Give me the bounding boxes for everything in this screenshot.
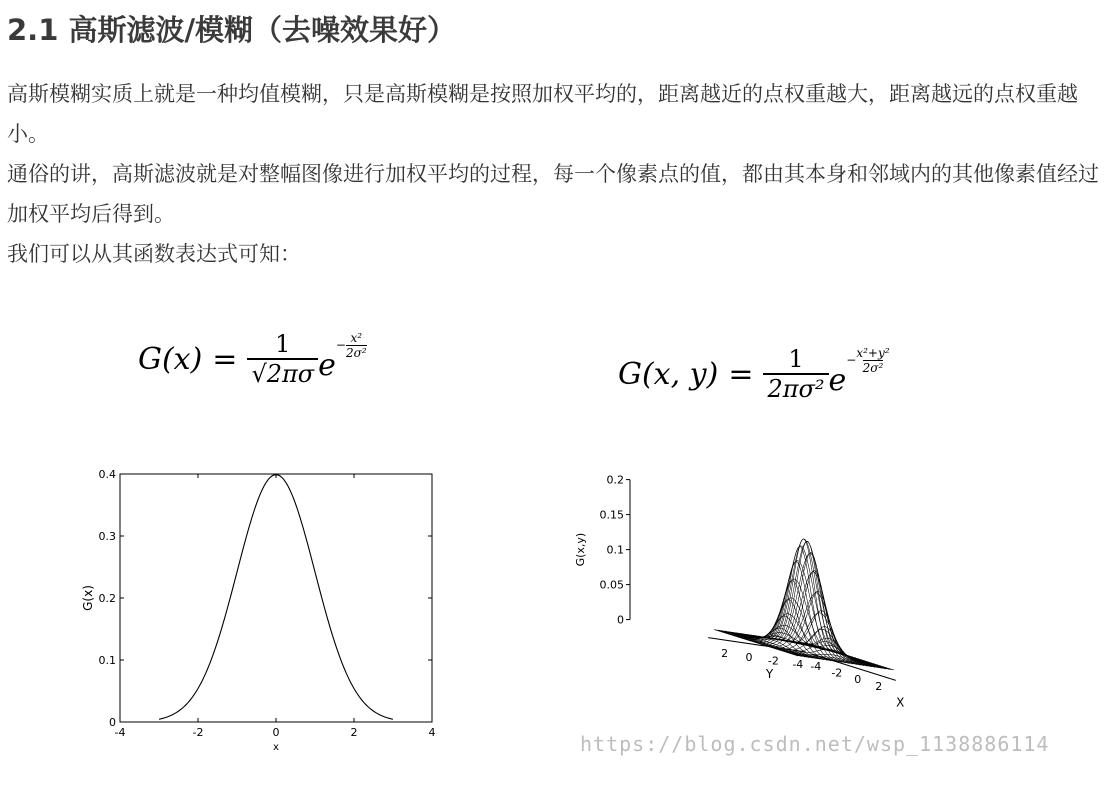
y-tick-label: 0.3: [98, 530, 116, 543]
formula-exponent: [336, 331, 367, 360]
formula-2d-gaussian: [618, 345, 890, 403]
plot-frame: [120, 474, 432, 722]
section-heading: 2.1 高斯滤波/模糊（去噪效果好）: [7, 13, 457, 47]
x-axis-label: x: [273, 742, 279, 753]
formula-lhs: G(x, y): [618, 356, 719, 392]
surface-mesh: [714, 539, 894, 670]
formula-numerator: 1: [788, 345, 804, 373]
z-tick-label: 0.2: [606, 473, 624, 487]
y-tick-label: -4: [792, 658, 804, 671]
y-tick-label: 0: [745, 650, 753, 664]
gaussian-2d-surface-chart: [570, 470, 960, 730]
y-tick-label: 0.4: [98, 468, 116, 481]
y-tick-label: 0.2: [98, 592, 116, 605]
exponent-fraction: [856, 346, 889, 375]
exponent-sign: −: [846, 353, 857, 367]
exponent-denominator: 2σ²: [862, 360, 884, 375]
formula-base: e: [828, 362, 847, 398]
gaussian-1d-chart: [70, 460, 450, 760]
exponent-sign: −: [335, 338, 346, 352]
y-tick-label: 0.1: [98, 654, 116, 667]
z-axis-label: G(x,y): [574, 532, 587, 567]
y-axis-label: Y: [765, 667, 774, 682]
x-tick-label: -4: [810, 660, 822, 673]
y-tick-label: 0: [109, 716, 116, 729]
formula-equals: =: [728, 356, 754, 392]
watermark-url: https://blog.csdn.net/wsp_1138886114: [580, 732, 1050, 756]
exponent-numerator: x²+y²: [856, 345, 890, 360]
formula-exponent: [846, 346, 889, 375]
formula-fraction: [763, 345, 828, 403]
mesh-line-y: [761, 553, 859, 659]
formula-1d-gaussian: [138, 330, 367, 388]
formula-numerator: 1: [275, 330, 291, 358]
y-axis-label: G(x): [81, 585, 95, 611]
z-tick-label: 0.15: [599, 508, 624, 522]
x-tick-label: -4: [114, 726, 126, 739]
exponent-numerator: x²: [350, 330, 363, 345]
x-tick-label: -2: [831, 666, 843, 680]
y-tick-label: 2: [721, 647, 729, 661]
exponent-fraction: [346, 331, 367, 360]
x-tick-label: 2: [875, 679, 883, 693]
paragraph-lead-in: 我们可以从其函数表达式可知：: [7, 242, 301, 266]
x-tick-label: 4: [428, 726, 436, 739]
gaussian-curve: [159, 475, 393, 720]
x-tick-label: 2: [350, 726, 358, 739]
formula-fraction: [247, 330, 318, 388]
y-tick-label: -2: [767, 654, 779, 668]
x-tick-label: 0: [272, 726, 280, 739]
paragraph-intro: 高斯模糊实质上就是一种均值模糊，只是高斯模糊是按照加权平均的，距离越近的点权重越大，距离越远的点权重越小。: [7, 82, 1078, 146]
z-tick-label: 0: [617, 613, 624, 627]
paragraph-explanation: 通俗的讲，高斯滤波就是对整幅图像进行加权平均的过程，每一个像素点的值，都由其本身和邻域内的其他像素值经过加权平均后得到。: [7, 162, 1099, 226]
z-tick-label: 0.1: [606, 543, 624, 557]
formula-lhs: G(x): [138, 341, 203, 377]
mesh-line-x: [776, 591, 860, 665]
formula-denominator: 2πσ²: [763, 373, 828, 403]
formula-base: e: [318, 347, 336, 383]
x-axis-label: X: [896, 695, 905, 710]
x-tick-label: 0: [854, 673, 862, 687]
x-tick-label: -2: [192, 726, 204, 739]
exponent-denominator: 2σ²: [345, 345, 367, 360]
z-tick-label: 0.05: [599, 578, 624, 592]
formula-denominator: √2πσ: [247, 358, 318, 388]
formula-equals: =: [212, 341, 238, 377]
